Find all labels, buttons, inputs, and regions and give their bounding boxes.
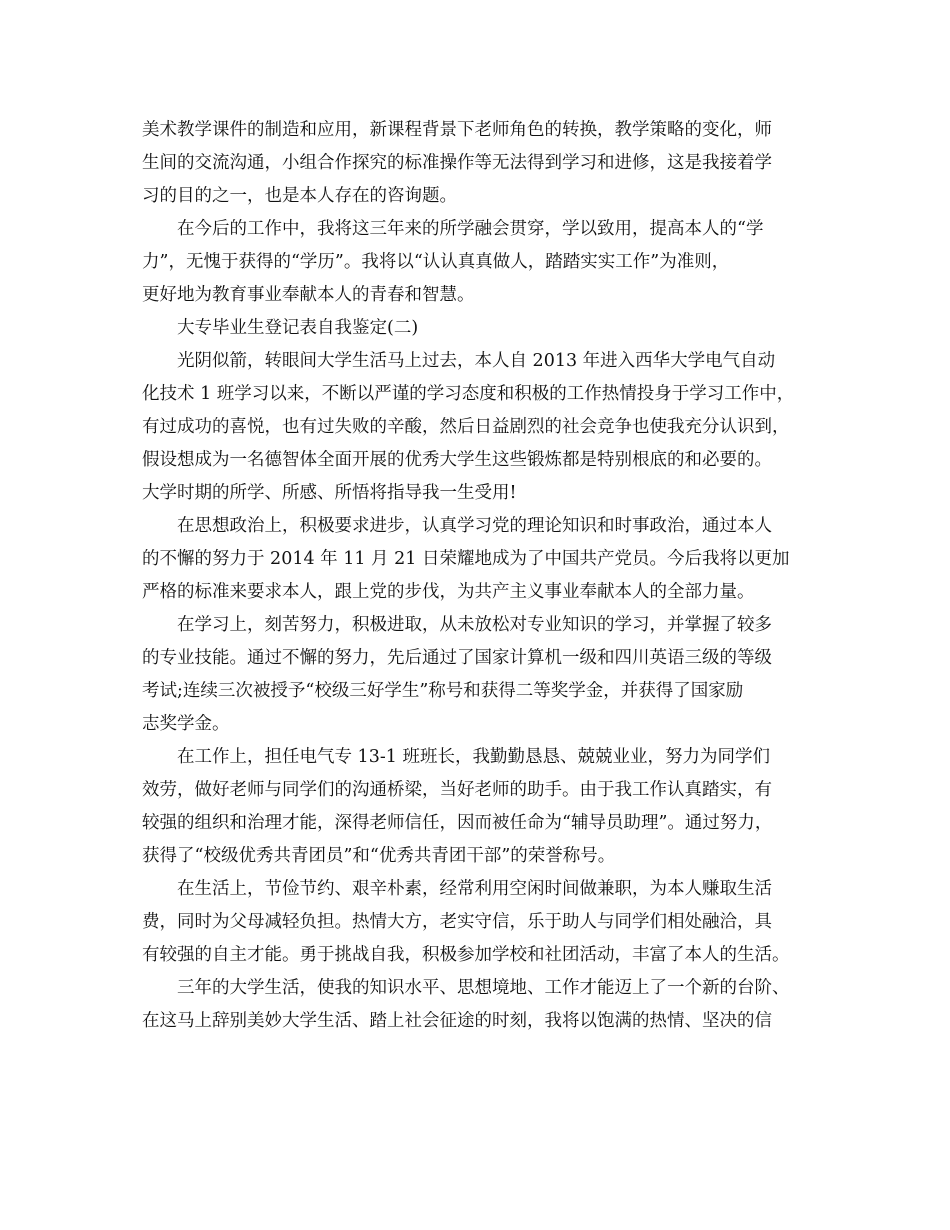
text-line: 在思想政治上，积极要求进步，认真学习党的理论知识和时事政治，通过本人: [177, 516, 772, 536]
text-line: 更好地为教育事业奉献本人的青春和智慧。: [142, 285, 475, 305]
text-line: 在这马上辞别美妙大学生活、踏上社会征途的时刻，我将以饱满的热情、坚决的信: [142, 1011, 772, 1031]
text-line: 生间的交流沟通，小组合作探究的标准操作等无法得到学习和进修，这是我接着学: [142, 153, 772, 173]
text-line: 力”，无愧于获得的“学历”。我将以“认认真真做人，踏踏实实工作”为准则，: [142, 252, 730, 272]
document-body: [142, 114, 822, 1038]
text-line: 费，同时为父母减轻负担。热情大方，老实守信，乐于助人与同学们相处融洽，具: [142, 912, 772, 932]
text-line: 大学时期的所学、所感、所悟将指导我一生受用!: [142, 483, 517, 503]
text-line: 在工作上，担任电气专 13-1 班班长，我勤勤恳恳、兢兢业业，努力为同学们: [177, 747, 770, 767]
text-line: 大专毕业生登记表自我鉴定(二): [177, 318, 419, 338]
text-line: 光阴似箭，转眼间大学生活马上过去，本人自 2013 年进入西华大学电气自动: [177, 351, 776, 371]
text-line: 较强的组织和治理才能，深得老师信任，因而被任命为“辅导员助理”。通过努力，: [142, 813, 773, 833]
text-line: 习的目的之一，也是本人存在的咨询题。: [142, 186, 457, 206]
text-line: 考试;连续三次被授予“校级三好学生”称号和获得二等奖学金，并获得了国家励: [142, 681, 744, 701]
text-line: 在学习上，刻苦努力，积极进取，从未放松对专业知识的学习，并掌握了较多: [177, 615, 772, 635]
text-line: 效劳，做好老师与同学们的沟通桥梁，当好老师的助手。由于我工作认真踏实，有: [142, 780, 772, 800]
text-line: 化技术 1 班学习以来，不断以严谨的学习态度和积极的工作热情投身于学习工作中，: [142, 384, 795, 404]
text-line: 获得了“校级优秀共青团员”和“优秀共青团干部”的荣誉称号。: [142, 846, 616, 866]
text-line: 假设想成为一名德智体全面开展的优秀大学生这些锻炼都是特别根底的和必要的。: [142, 450, 772, 470]
text-line: 志奖学金。: [142, 714, 230, 734]
text-line: 美术教学课件的制造和应用，新课程背景下老师角色的转换，教学策略的变化，师: [142, 120, 772, 140]
text-line: 的不懈的努力于 2014 年 11 月 21 日荣耀地成为了中国共产党员。今后我将以更加: [142, 549, 790, 569]
text-line: 严格的标准来要求本人，跟上党的步伐，为共产主义事业奉献本人的全部力量。: [142, 582, 755, 602]
text-line: 有过成功的喜悦，也有过失败的辛酸，然后日益剧烈的社会竞争也使我充分认识到，: [142, 417, 790, 437]
text-line: 有较强的自主才能。勇于挑战自我，积极参加学校和社团活动，丰富了本人的生活。: [142, 945, 790, 965]
text-line: 的专业技能。通过不懈的努力，先后通过了国家计算机一级和四川英语三级的等级: [142, 648, 772, 668]
text-line: 三年的大学生活，使我的知识水平、思想境地、工作才能迈上了一个新的台阶、: [177, 978, 790, 998]
text-line: 在生活上，节俭节约、艰辛朴素，经常利用空闲时间做兼职，为本人赚取生活: [177, 879, 772, 899]
text-line: 在今后的工作中，我将这三年来的所学融会贯穿，学以致用，提高本人的“学: [177, 219, 764, 239]
